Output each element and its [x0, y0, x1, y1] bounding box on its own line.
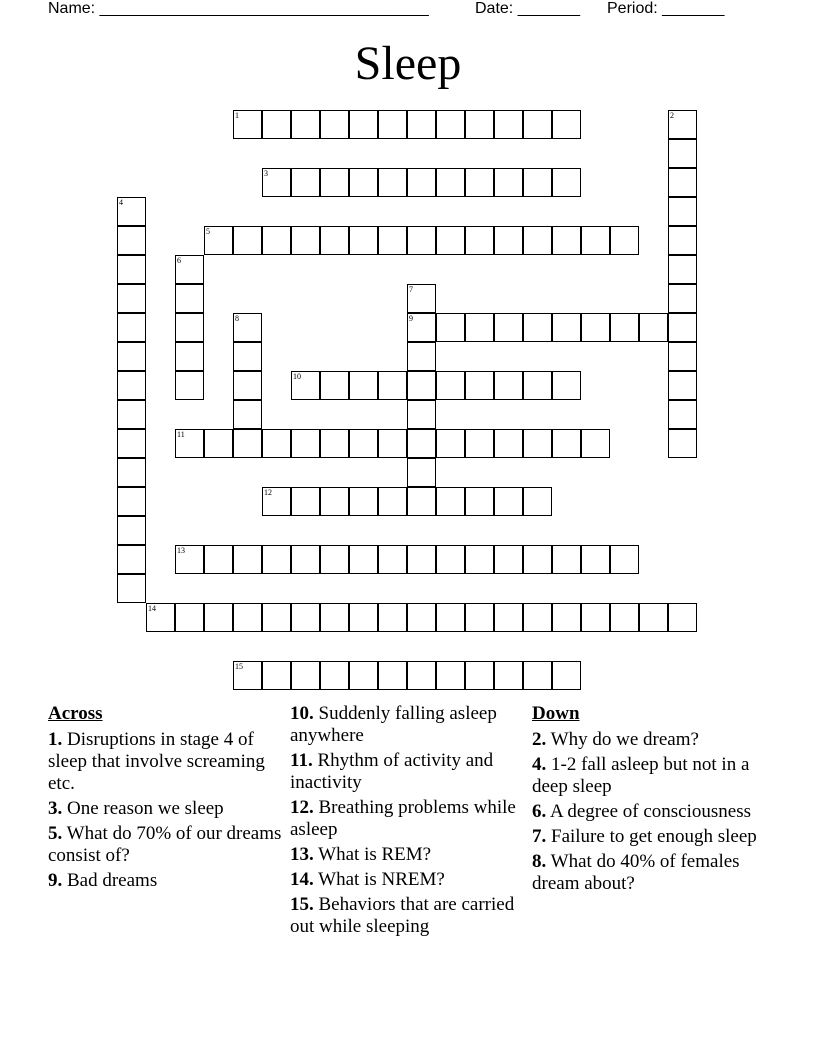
- grid-cell[interactable]: [465, 545, 494, 574]
- grid-cell[interactable]: [436, 545, 465, 574]
- grid-cell[interactable]: [378, 487, 407, 516]
- cell-number: 10: [293, 372, 301, 381]
- grid-cell[interactable]: [349, 545, 378, 574]
- grid-cell[interactable]: [262, 168, 291, 197]
- period-label: Period:: [607, 0, 658, 17]
- cell-number: 6: [177, 256, 181, 265]
- cell-number: 5: [206, 227, 210, 236]
- grid-cell[interactable]: [552, 168, 581, 197]
- grid-cell[interactable]: [465, 661, 494, 690]
- cell-number: 2: [670, 111, 674, 120]
- grid-cell[interactable]: [581, 226, 610, 255]
- grid-cell[interactable]: [407, 342, 436, 371]
- grid-cell[interactable]: [668, 429, 697, 458]
- grid-cell[interactable]: [668, 313, 697, 342]
- grid-cell[interactable]: [523, 313, 552, 342]
- grid-cell[interactable]: [320, 371, 349, 400]
- cell-number: 13: [177, 546, 185, 555]
- grid-cell[interactable]: [291, 487, 320, 516]
- grid-cell[interactable]: [523, 545, 552, 574]
- cell-number: 12: [264, 488, 272, 497]
- grid-cell[interactable]: [349, 168, 378, 197]
- grid-cell[interactable]: [668, 371, 697, 400]
- grid-cell[interactable]: [407, 284, 436, 313]
- cell-number: 14: [148, 604, 156, 613]
- grid-cell[interactable]: [117, 400, 146, 429]
- grid-cell[interactable]: [291, 226, 320, 255]
- grid-cell[interactable]: [117, 371, 146, 400]
- grid-cell[interactable]: [668, 168, 697, 197]
- grid-cell[interactable]: [494, 487, 523, 516]
- grid-cell[interactable]: [494, 603, 523, 632]
- grid-cell[interactable]: [291, 168, 320, 197]
- clue-across-12: 12. Breathing problems while asleep: [290, 797, 516, 840]
- grid-cell[interactable]: [349, 110, 378, 139]
- grid-cell[interactable]: [349, 226, 378, 255]
- grid-cell[interactable]: [523, 603, 552, 632]
- page-title: Sleep: [354, 37, 462, 90]
- grid-cell[interactable]: [494, 429, 523, 458]
- grid-cell[interactable]: [320, 429, 349, 458]
- grid-cell[interactable]: [494, 661, 523, 690]
- grid-cell[interactable]: [291, 429, 320, 458]
- clue-down-4: 4. 1-2 fall asleep but not in a deep sleep: [532, 754, 750, 797]
- clue-across-1: 1. Disruptions in stage 4 of sleep that involve screaming etc.: [48, 729, 265, 794]
- grid-cell[interactable]: [436, 110, 465, 139]
- down-heading: Down: [532, 703, 580, 724]
- grid-cell[interactable]: [668, 255, 697, 284]
- grid-cell[interactable]: [668, 342, 697, 371]
- grid-cell[interactable]: [262, 110, 291, 139]
- clue-across-9: 9. Bad dreams: [48, 870, 158, 891]
- grid-cell[interactable]: [523, 487, 552, 516]
- down-clues: [532, 703, 770, 898]
- grid-cell[interactable]: [204, 429, 233, 458]
- grid-cell[interactable]: [523, 168, 552, 197]
- across-clues: [48, 703, 286, 895]
- grid-cell[interactable]: [494, 313, 523, 342]
- grid-cell[interactable]: [639, 313, 668, 342]
- clue-across-5: 5. What do 70% of our dreams consist of?: [48, 823, 282, 866]
- grid-cell[interactable]: [378, 545, 407, 574]
- grid-cell[interactable]: [349, 429, 378, 458]
- date-label: Date:: [475, 0, 514, 17]
- grid-cell[interactable]: [465, 603, 494, 632]
- grid-cell[interactable]: [378, 429, 407, 458]
- grid-cell[interactable]: [610, 313, 639, 342]
- cell-number: 1: [235, 111, 239, 120]
- name-blank: _____________________________________: [99, 0, 429, 17]
- grid-cell[interactable]: [233, 226, 262, 255]
- grid-cell[interactable]: [117, 487, 146, 516]
- grid-cell[interactable]: [494, 168, 523, 197]
- grid-cell[interactable]: [407, 371, 436, 400]
- grid-cell[interactable]: [175, 429, 204, 458]
- grid-cell[interactable]: [320, 226, 349, 255]
- grid-cell[interactable]: [407, 487, 436, 516]
- grid-cell[interactable]: [581, 313, 610, 342]
- grid-cell[interactable]: [262, 429, 291, 458]
- grid-cell[interactable]: [436, 661, 465, 690]
- grid-cell[interactable]: [407, 603, 436, 632]
- grid-cell[interactable]: [581, 429, 610, 458]
- grid-cell[interactable]: [523, 110, 552, 139]
- grid-cell[interactable]: [436, 429, 465, 458]
- grid-cell[interactable]: [494, 110, 523, 139]
- grid-cell[interactable]: [407, 226, 436, 255]
- grid-cell[interactable]: [233, 110, 262, 139]
- grid-cell[interactable]: [262, 545, 291, 574]
- grid-cell[interactable]: [552, 313, 581, 342]
- grid-cell[interactable]: [465, 371, 494, 400]
- grid-cell[interactable]: [610, 226, 639, 255]
- clue-across-13: 13. What is REM?: [290, 844, 432, 865]
- grid-cell[interactable]: [175, 284, 204, 313]
- clue-down-7: 7. Failure to get enough sleep: [532, 826, 757, 847]
- grid-cell[interactable]: [668, 226, 697, 255]
- grid-cell[interactable]: [494, 371, 523, 400]
- cell-number: 7: [409, 285, 413, 294]
- grid-cell[interactable]: [465, 429, 494, 458]
- grid-cell[interactable]: [262, 603, 291, 632]
- grid-cell[interactable]: [407, 429, 436, 458]
- grid-cell[interactable]: [407, 313, 436, 342]
- grid-cell[interactable]: [668, 284, 697, 313]
- grid-cell[interactable]: [610, 603, 639, 632]
- grid-cell[interactable]: [465, 487, 494, 516]
- grid-cell[interactable]: [175, 371, 204, 400]
- grid-cell[interactable]: [291, 603, 320, 632]
- grid-cell[interactable]: [320, 545, 349, 574]
- grid-cell[interactable]: [320, 603, 349, 632]
- grid-cell[interactable]: [668, 139, 697, 168]
- grid-cell[interactable]: [494, 226, 523, 255]
- grid-cell[interactable]: [233, 661, 262, 690]
- grid-cell[interactable]: [175, 545, 204, 574]
- cell-number: 15: [235, 662, 243, 671]
- grid-cell[interactable]: [668, 110, 697, 139]
- grid-cell[interactable]: [581, 545, 610, 574]
- cell-number: 4: [119, 198, 123, 207]
- clue-across-11: 11. Rhythm of activity and inactivity: [290, 750, 494, 793]
- grid-cell[interactable]: [320, 110, 349, 139]
- cell-number: 3: [264, 169, 268, 178]
- cell-number: 8: [235, 314, 239, 323]
- grid-cell[interactable]: [436, 487, 465, 516]
- grid-cell[interactable]: [552, 603, 581, 632]
- grid-cell[interactable]: [465, 110, 494, 139]
- grid-cell[interactable]: [175, 342, 204, 371]
- grid-cell[interactable]: [320, 487, 349, 516]
- clue-across-3: 3. One reason we sleep: [48, 798, 224, 819]
- grid-cell[interactable]: [175, 603, 204, 632]
- grid-cell[interactable]: [291, 661, 320, 690]
- grid-cell[interactable]: [523, 226, 552, 255]
- clue-down-8: 8. What do 40% of females dream about?: [532, 851, 740, 894]
- grid-cell[interactable]: [552, 661, 581, 690]
- date-blank: _______: [517, 0, 580, 17]
- grid-cell[interactable]: [291, 110, 320, 139]
- grid-cell[interactable]: [262, 226, 291, 255]
- grid-cell[interactable]: [581, 603, 610, 632]
- grid-cell[interactable]: [146, 603, 175, 632]
- grid-cell[interactable]: [117, 516, 146, 545]
- grid-cell[interactable]: [233, 603, 262, 632]
- clue-across-14: 14. What is NREM?: [290, 869, 445, 890]
- grid-cell[interactable]: [117, 197, 146, 226]
- grid-cell[interactable]: [407, 400, 436, 429]
- grid-cell[interactable]: [175, 313, 204, 342]
- grid-cell[interactable]: [117, 545, 146, 574]
- grid-cell[interactable]: [233, 313, 262, 342]
- grid-cell[interactable]: [117, 429, 146, 458]
- grid-cell[interactable]: [262, 487, 291, 516]
- grid-cell[interactable]: [465, 168, 494, 197]
- grid-cell[interactable]: [262, 661, 291, 690]
- grid-cell[interactable]: [233, 342, 262, 371]
- grid-cell[interactable]: [204, 226, 233, 255]
- cell-number: 9: [409, 314, 413, 323]
- grid-cell[interactable]: [494, 545, 523, 574]
- grid-cell[interactable]: [465, 226, 494, 255]
- name-label: Name:: [48, 0, 96, 17]
- grid-cell[interactable]: [610, 545, 639, 574]
- grid-cell[interactable]: [349, 487, 378, 516]
- clue-down-2: 2. Why do we dream?: [532, 729, 699, 750]
- grid-cell[interactable]: [349, 371, 378, 400]
- clue-across-10: 10. Suddenly falling asleep anywhere: [290, 703, 497, 746]
- grid-cell[interactable]: [668, 400, 697, 429]
- grid-cell[interactable]: [117, 226, 146, 255]
- grid-cell[interactable]: [552, 226, 581, 255]
- grid-cell[interactable]: [378, 168, 407, 197]
- grid-cell[interactable]: [117, 313, 146, 342]
- grid-cell[interactable]: [552, 545, 581, 574]
- grid-cell[interactable]: [233, 400, 262, 429]
- grid-cell[interactable]: [378, 661, 407, 690]
- grid-cell[interactable]: [407, 168, 436, 197]
- grid-cell[interactable]: [407, 545, 436, 574]
- grid-cell[interactable]: [378, 371, 407, 400]
- grid-cell[interactable]: [233, 545, 262, 574]
- grid-cell[interactable]: [552, 371, 581, 400]
- grid-cell[interactable]: [552, 429, 581, 458]
- grid-cell[interactable]: [117, 574, 146, 603]
- grid-cell[interactable]: [320, 168, 349, 197]
- clue-across-15: 15. Behaviors that are carried out while sleeping: [290, 894, 515, 937]
- grid-cell[interactable]: [407, 110, 436, 139]
- grid-cell[interactable]: [117, 342, 146, 371]
- grid-cell[interactable]: [291, 545, 320, 574]
- grid-cell[interactable]: [668, 603, 697, 632]
- grid-cell[interactable]: [117, 458, 146, 487]
- period-blank: _______: [662, 0, 725, 17]
- grid-cell[interactable]: [668, 197, 697, 226]
- grid-cell[interactable]: [233, 371, 262, 400]
- grid-cell[interactable]: [436, 603, 465, 632]
- grid-cell[interactable]: [407, 661, 436, 690]
- grid-cell[interactable]: [378, 603, 407, 632]
- grid-cell[interactable]: [523, 661, 552, 690]
- grid-cell[interactable]: [436, 226, 465, 255]
- grid-cell[interactable]: [436, 313, 465, 342]
- across-clues-continued: [290, 703, 528, 941]
- grid-cell[interactable]: [639, 603, 668, 632]
- clue-down-6: 6. A degree of consciousness: [532, 801, 751, 822]
- grid-cell[interactable]: [407, 458, 436, 487]
- grid-cell[interactable]: [320, 661, 349, 690]
- grid-cell[interactable]: [436, 168, 465, 197]
- grid-cell[interactable]: [378, 226, 407, 255]
- grid-cell[interactable]: [117, 284, 146, 313]
- across-heading: Across: [48, 703, 103, 724]
- cell-number: 11: [177, 430, 185, 439]
- grid-cell[interactable]: [291, 371, 320, 400]
- grid-cell[interactable]: [465, 313, 494, 342]
- grid-cell[interactable]: [204, 545, 233, 574]
- grid-cell[interactable]: [349, 603, 378, 632]
- grid-cell[interactable]: [523, 371, 552, 400]
- grid-cell[interactable]: [552, 110, 581, 139]
- grid-cell[interactable]: [204, 603, 233, 632]
- grid-cell[interactable]: [436, 371, 465, 400]
- grid-cell[interactable]: [378, 110, 407, 139]
- grid-cell[interactable]: [117, 255, 146, 284]
- grid-cell[interactable]: [523, 429, 552, 458]
- grid-cell[interactable]: [349, 661, 378, 690]
- grid-cell[interactable]: [233, 429, 262, 458]
- grid-cell[interactable]: [175, 255, 204, 284]
